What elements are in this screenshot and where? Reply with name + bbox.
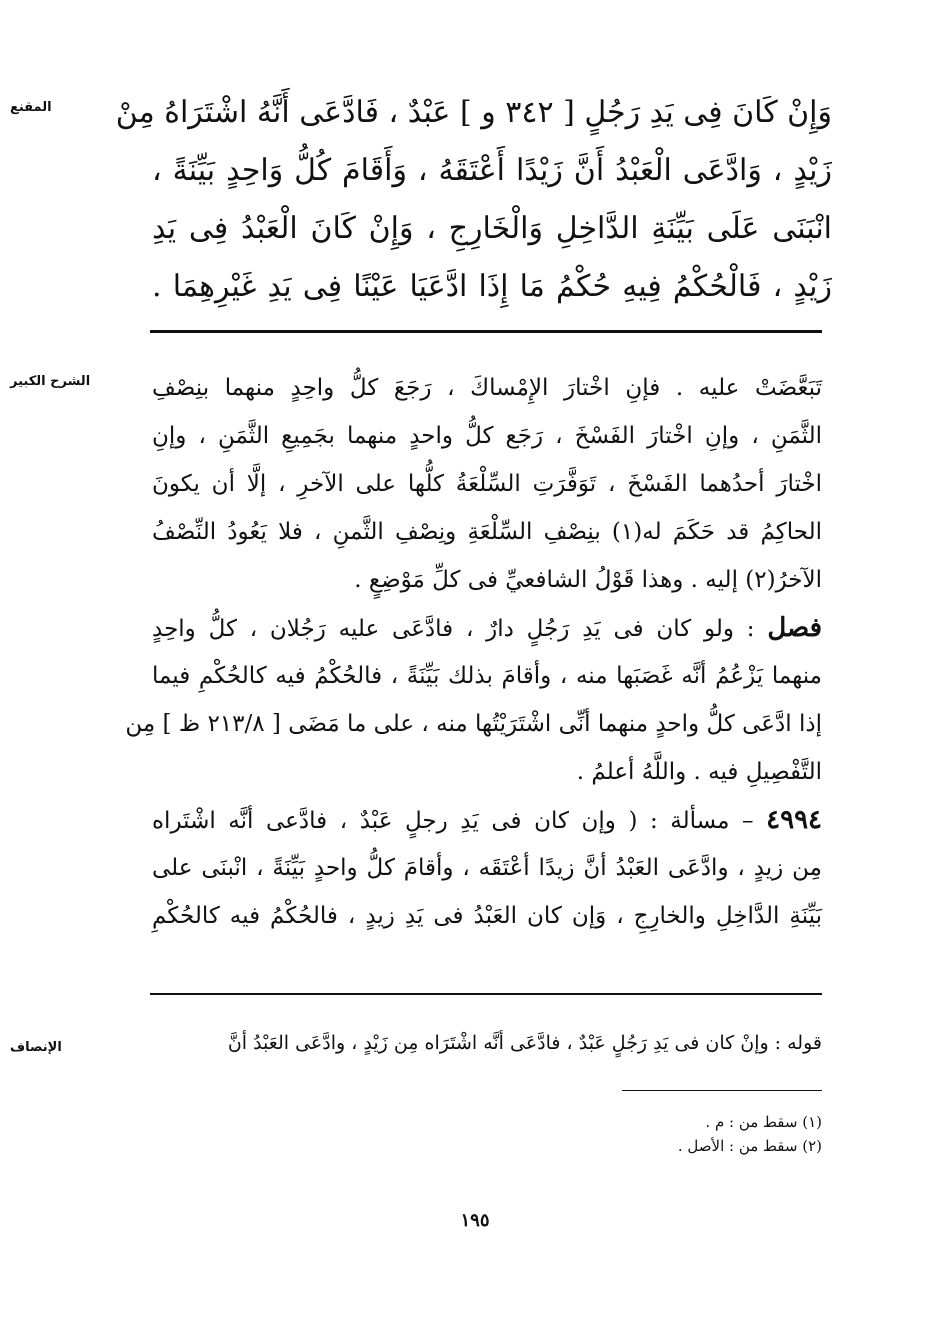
masala-first-text: – مسألة : ( وإن كان فى يَدِ رجلٍ عَبْدٌ ، فادَّعى أنَّه اشْتَراه	[152, 808, 767, 834]
muqni-line: وَإِنْ كَانَ فِى يَدِ رَجُلٍ [ ٣٤٢ و ] عَبْدٌ ، فَادَّعَى أَنَّهُ اشْتَرَاهُ مِنْ	[115, 95, 832, 130]
muqni-line: انْبَنَى عَلَى بَيِّنَةِ الدَّاخِلِ وَالْخَارِجِ ، وَإِنْ كَانَ الْعَبْدُ فِى يَدِ	[152, 211, 832, 246]
section-divider	[150, 330, 822, 333]
insaf-text	[152, 1032, 822, 1054]
fasl-first-line	[152, 604, 822, 652]
footnote: (٢) سقط من : الأصل .	[677, 1137, 822, 1155]
sharh-line: الآخرُ(٢) إليه . وهذا قَوْلُ الشافعيِّ فى كلِّ مَوْضِعٍ .	[354, 567, 822, 593]
sharh-line: مِن زيدٍ ، وادَّعَى العَبْدُ أنَّ زيدًا أعْتَقَه ، وأقامَ كلُّ واحدٍ بَيِّنَةً ، انْبنَى على	[152, 855, 822, 881]
masala-first-line	[152, 796, 822, 844]
sharh-line: اخْتارَ أحدُهما الفَسْخَ ، تَوَفَّرَتِ السِّلْعَةُ كلُّها على الآخرِ ، إلَّا أن يكونَ	[152, 471, 822, 497]
footnote: (١) سقط من : م .	[705, 1113, 822, 1131]
sharh-line: التَّفْصِيلِ فيه . واللَّهُ أعلمُ .	[576, 759, 822, 785]
sharh-line: الثَّمَنِ ، وإنِ اخْتارَ الفَسْخَ ، رَجَع كلُّ واحدٍ منهما بجَمِيعِ الثَّمَنِ ، وإنِ	[152, 423, 822, 449]
sharh-line: إذا ادَّعَى كلُّ واحدٍ منهما أنِّى اشْتَرَيْتُها منه ، على ما مَضَى [ ٢١٣/٨ ظ ] مِن	[125, 711, 822, 737]
insaf-label: الإنصاف	[10, 1040, 62, 1055]
sharh-line: بَيِّنَةِ الدَّاخِلِ والخارِجِ ، وَإن كان العَبْدُ فى يَدِ زيدٍ ، فالحُكْمُ فيه كالحُكْمِ	[152, 903, 822, 929]
muqni-line: زَيْدٍ ، وَادَّعَى الْعَبْدُ أَنَّ زَيْدًا أَعْتَقَهُ ، وَأَقَامَ كُلُّ وَاحِدٍ بَيِّنَةً ،	[152, 153, 832, 188]
fasl-heading: فصل	[767, 613, 822, 643]
sharh-label: الشرح الكبير	[10, 374, 91, 389]
sharh-line: الحاكِمُ قد حَكَمَ له(١) بنِصْفِ السِّلْعَةِ ونِصْفِ الثَّمنِ ، فلا يَعُودُ النِّصْفُ	[152, 519, 822, 545]
insaf-line: قوله : وإنْ كان فى يَدِ رَجُلٍ عَبْدٌ ، فادَّعَى أنَّه اشْتَرَاه مِن زَيْدٍ ، وادَّعَى العَبْدُ أنَّ	[227, 1032, 822, 1054]
muqni-text	[115, 84, 832, 316]
fasl-first-text: : ولو كان فى يَدِ رَجُلٍ دارٌ ، فادَّعَى عليه رَجُلان ، كلُّ واحِدٍ	[152, 616, 768, 642]
sharh-text	[125, 364, 822, 940]
masala-number: ٤٩٩٤	[766, 805, 822, 835]
sharh-line: تَبَعَّضَتْ عليه . فإنِ اخْتارَ الإِمْساكَ ، رَجَعَ كلُّ واحِدٍ منهما بنِصْفِ	[152, 375, 822, 401]
sharh-line: منهما يَزْعُمُ أنَّه غَصَبَها منه ، وأقامَ بذلك بَيِّنَةً ، فالحُكْمُ فيه كالحُكْمِ فيما	[152, 663, 822, 689]
muqni-label: المقنع	[10, 100, 52, 115]
footnotes	[422, 1110, 822, 1158]
section-divider	[150, 993, 822, 995]
muqni-line: زَيْدٍ ، فَالْحُكْمُ فِيهِ حُكْمُ مَا إِذَا ادَّعَيَا عَيْنًا فِى يَدِ غَيْرِهِمَا .	[152, 269, 832, 304]
page-number: ١٩٥	[460, 1210, 490, 1231]
footnote-divider	[622, 1090, 822, 1091]
